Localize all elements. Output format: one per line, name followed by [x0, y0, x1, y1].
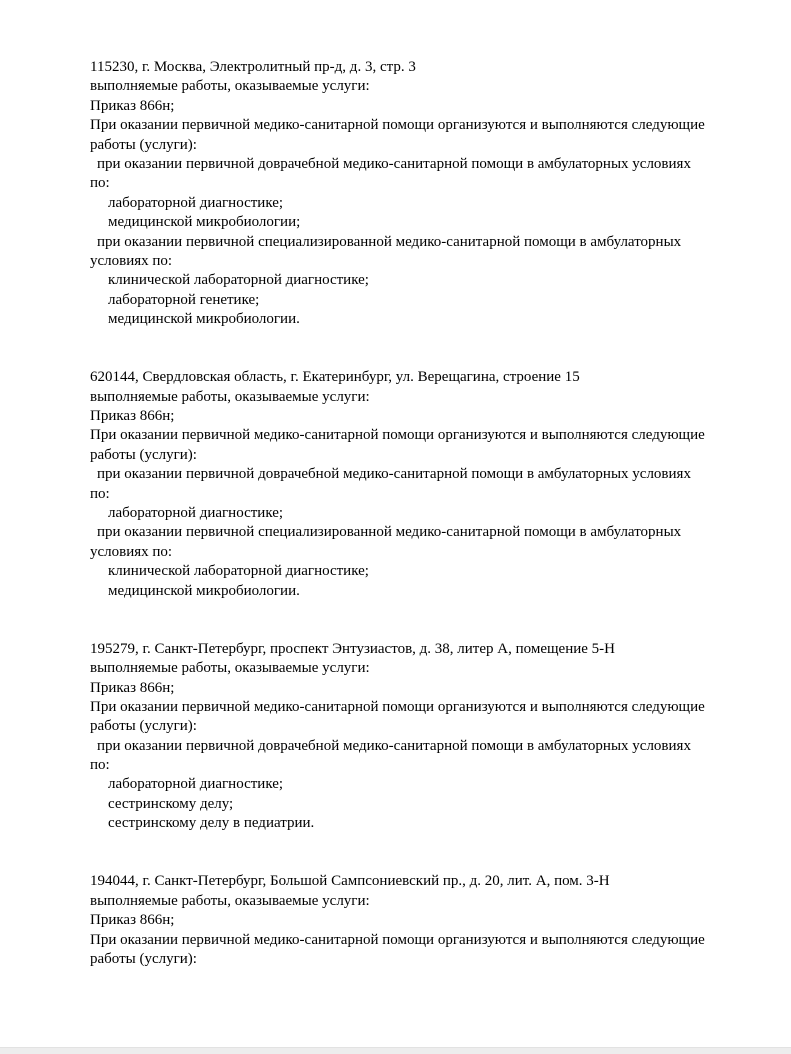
- text-line: При оказании первичной медико-санитарной помощи организуются и выполняются следующие: [90, 427, 705, 444]
- license-address-block: [90, 368, 751, 601]
- text-line: работы (услуги):: [90, 446, 197, 463]
- text-line: Приказ 866н;: [90, 97, 175, 114]
- address-line: 194044, г. Санкт-Петербург, Большой Сампсониевский пр., д. 20, лит. А, пом. 3-Н: [90, 873, 610, 890]
- text-line: при оказании первичной специализированной медико-санитарной помощи в амбулаторных: [97, 524, 682, 541]
- text-line: при оказании первичной доврачебной медико-санитарной помощи в амбулаторных условиях: [97, 737, 691, 754]
- text-line: Приказ 866н;: [90, 679, 175, 696]
- license-address-block: [90, 640, 751, 834]
- text-line: при оказании первичной доврачебной медико-санитарной помощи в амбулаторных условиях: [97, 155, 691, 172]
- text-line: лабораторной диагностике;: [108, 505, 284, 521]
- text-line: лабораторной диагностике;: [108, 776, 284, 793]
- text-line: сестринскому делу в педиатрии.: [108, 815, 315, 832]
- address-line: 115230, г. Москва, Электролитный пр-д, д. 3, стр. 3: [90, 59, 416, 75]
- text-line: работы (услуги):: [90, 136, 197, 153]
- text-line: При оказании первичной медико-санитарной помощи организуются и выполняются следующие: [90, 931, 705, 948]
- address-line: 195279, г. Санкт-Петербург, проспект Энтузиастов, д. 38, литер А, помещение 5-Н: [90, 640, 615, 657]
- text-line: медицинской микробиологии;: [108, 214, 301, 231]
- text-line: условиях по:: [90, 543, 173, 560]
- text-line: по:: [90, 757, 110, 774]
- text-line: выполняемые работы, оказываемые услуги:: [90, 388, 370, 405]
- text-line: сестринскому делу;: [108, 795, 234, 812]
- text-line: лабораторной диагностике;: [108, 194, 284, 211]
- text-line: работы (услуги):: [90, 718, 197, 735]
- text-line: Приказ 866н;: [90, 408, 175, 425]
- license-address-block: [90, 872, 751, 969]
- text-line: клинической лабораторной диагностике;: [108, 563, 369, 580]
- bottom-strip: [0, 1047, 791, 1054]
- text-line: медицинской микробиологии.: [108, 311, 300, 328]
- text-line: по:: [90, 175, 110, 192]
- document-content: [90, 58, 751, 969]
- text-line: при оказании первичной специализированной медико-санитарной помощи в амбулаторных: [97, 233, 682, 250]
- text-line: условиях по:: [90, 252, 173, 269]
- text-line: При оказании первичной медико-санитарной помощи организуются и выполняются следующие: [90, 117, 705, 134]
- license-address-block: [90, 58, 751, 329]
- text-line: выполняемые работы, оказываемые услуги:: [90, 892, 370, 909]
- text-line: при оказании первичной доврачебной медико-санитарной помощи в амбулаторных условиях: [97, 466, 691, 483]
- text-line: по:: [90, 485, 110, 502]
- text-line: работы (услуги):: [90, 951, 197, 968]
- text-line: выполняемые работы, оказываемые услуги:: [90, 78, 370, 95]
- text-line: лабораторной генетике;: [108, 291, 260, 308]
- text-line: Приказ 866н;: [90, 912, 175, 929]
- text-line: медицинской микробиологии.: [108, 582, 300, 599]
- text-line: выполняемые работы, оказываемые услуги:: [90, 660, 370, 677]
- text-line: При оказании первичной медико-санитарной помощи организуются и выполняются следующие: [90, 698, 705, 715]
- address-line: 620144, Свердловская область, г. Екатеринбург, ул. Верещагина, строение 15: [90, 369, 580, 386]
- text-line: клинической лабораторной диагностике;: [108, 272, 369, 289]
